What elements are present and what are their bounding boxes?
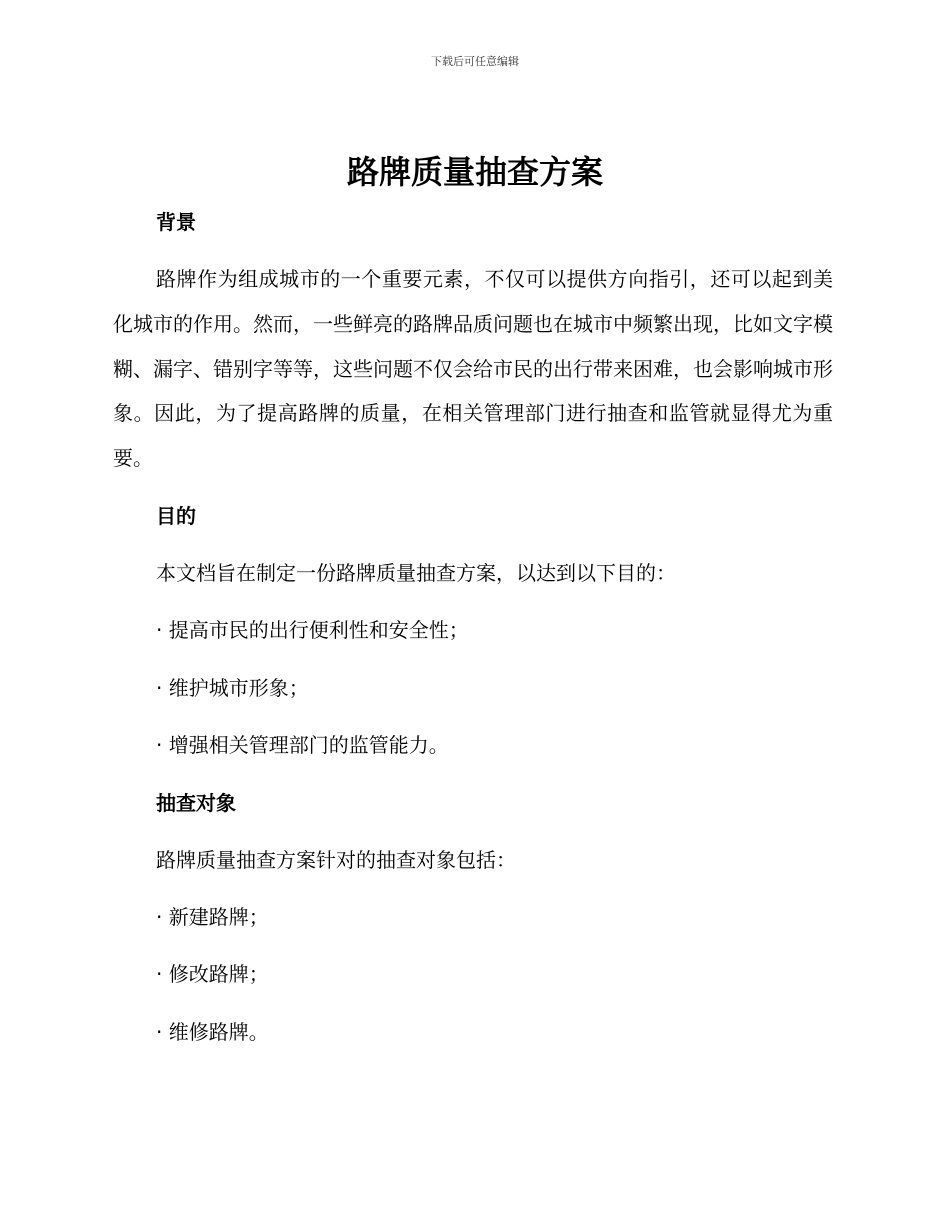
purpose-list-item: · 维护城市形象； [156,676,309,700]
purpose-list-item: · 提高市民的出行便利性和安全性； [156,618,469,642]
purpose-intro: 本文档旨在制定一份路牌质量抽查方案，以达到以下目的： [156,561,676,585]
page-header-note: 下载后可任意编辑 [431,55,519,68]
targets-list-item: · 维修路牌。 [156,1020,269,1044]
targets-list-item: · 修改路牌； [156,962,269,986]
targets-list-item: · 新建路牌； [156,905,269,929]
background-paragraph: 路牌作为组成城市的一个重要元素，不仅可以提供方向指引，还可以起到美化城市的作用。然而，一些鲜亮的路牌品质问题也在城市中频繁出现，比如文字模糊、漏字、错别字等等，这些问题不仅会给市民的出行带来困难，也会影响城市形象。因此，为了提高路牌的质量，在相关管理部门进行抽查和监管就显得尤为重要。 [113,267,833,471]
targets-intro: 路牌质量抽查方案针对的抽查对象包括： [156,848,516,872]
purpose-list-item: · 增强相关管理部门的监管能力。 [156,733,449,757]
section-heading-inspection-targets: 抽查对象 [156,791,236,815]
section-heading-background: 背景 [156,210,196,234]
section-heading-purpose: 目的 [156,504,196,528]
document-title: 路牌质量抽查方案 [346,153,603,191]
